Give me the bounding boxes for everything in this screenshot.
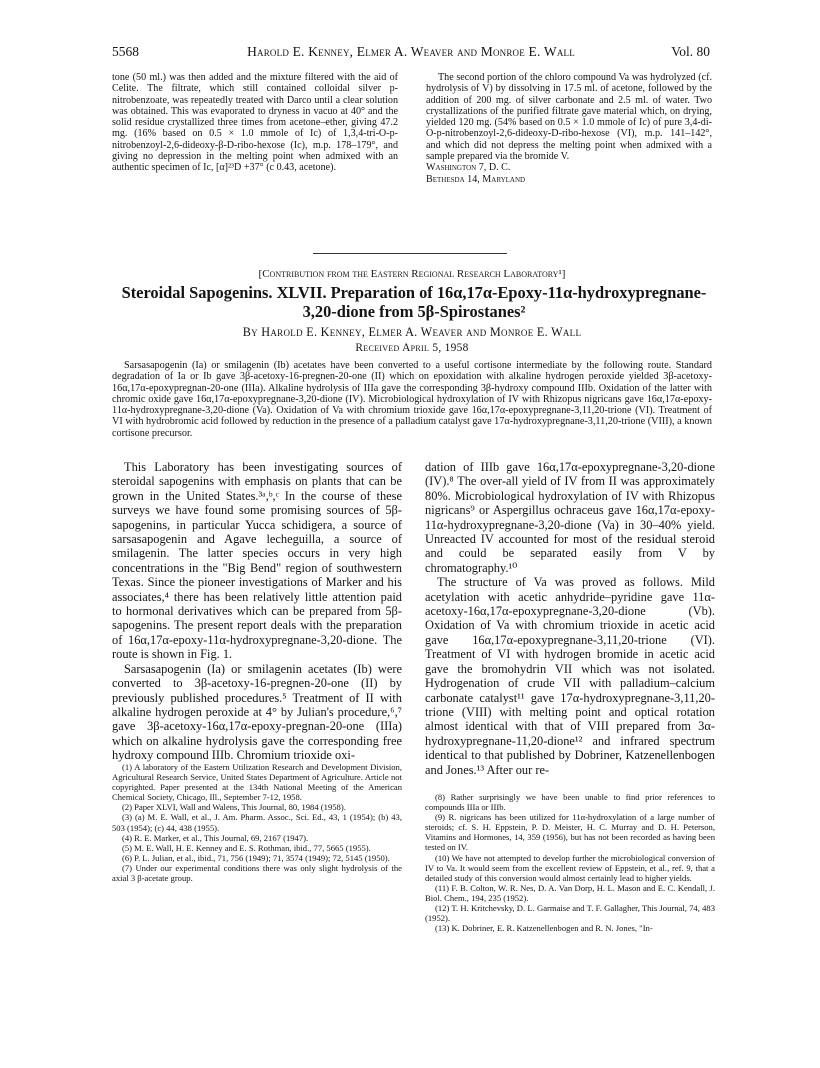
footnote: (2) Paper XLVI, Wall and Walens, This Journal, 80, 1984 (1958). (122, 802, 346, 813)
footnotes-right (425, 792, 715, 933)
byline: By Harold E. Kenney, Elmer A. Weaver and Monroe E. Wall (242, 325, 582, 339)
received-date: Received April 5, 1958 (355, 342, 469, 354)
footnote: (5) M. E. Wall, H. E. Kenney and E. S. Rothman, ibid., 77, 5665 (1955). (122, 842, 371, 853)
running-header-authors: Harold E. Kenney, Elmer A. Weaver and Monroe E. Wall (247, 44, 575, 59)
article-title-line-2: 3,20-dione from 5β-Spirostanes² (302, 302, 526, 321)
body-paragraph: dation of IIIb gave 16α,17α-epoxypregnane-3,20-dione (IV).⁸ The over-all yield of IV from II was approximately 80%. Microbiological hydroxylation of IV with Rhizopus nigricans⁹ or Aspergillus ochraceus gave 16α,17α-epoxy-11α-hydroxypregnane-3,20-dione (Va) in 30–40% yield. Unreacted IV accounted for most of the residual steroid and could be separated easily from V by chromatography.¹⁰ (425, 460, 715, 575)
footnote: (1) A laboratory of the Eastern Utilization Research and Development Division, Agricultural Research Service, United States Department of Agriculture. Article not copyrighted. Paper presented at the 134th National Meeting of the American Chemical Society, Chicago, Ill., September 7-12, 1958. (112, 762, 402, 803)
footnote: (13) K. Dobriner, E. R. Katzenellenbogen and R. N. Jones, "In- (435, 923, 653, 934)
article-title-line-1: Steroidal Sapogenins. XLVII. Preparation of 16α,17α-Epoxy-11α-hydroxypregnane- (121, 283, 707, 302)
page-number: 5568 (112, 44, 139, 59)
previous-article-left-paragraph: tone (50 ml.) was then added and the mixture filtered with the aid of Celite. The filtrate, which still contained colloidal silver p-nitrobenzoate, was repeatedly treated with Darco until a clear solution was obtained. This was evaporated to dryness in vacuo at 40° and the solid residue crystallized three times from acetone–ether, giving 47.2 mg. (16% based on 0.5 × 1.0 mmole of Ic) of 1,3,4-tri-O-p-nitrobenzoyl-2,6-dideoxy-β-D-ribo-hexose (Ic), m.p. 178–179°, and giving no depression in the melting point when admixed with an authentic specimen of Ic, [α]²³D +37° (c 0.43, acetone). (112, 72, 398, 174)
footnote: (11) F. B. Colton, W. R. Nes, D. A. Van Dorp, H. L. Mason and E. C. Kendall, J. Biol. Chem., 194, 235 (1952). (425, 882, 715, 903)
footnotes-left (112, 762, 402, 883)
abstract: Sarsasapogenin (Ia) or smilagenin (Ib) acetates have been converted to a useful cortisone intermediate by the following route. Standard degradation of Ia or Ib gave 3β-acetoxy-16-pregnen-20-one (II) which on epoxidation with alkaline hydrogen peroxide yielded 3β-acetoxy-16α,17α-epoxypregnan-20-one (IIIa). Alkaline hydrolysis of IIIa gave the corresponding 3β-hydroxy compound IIIb. Oxidation of the latter with chromic oxide gave 16α,17α-epoxypregnane-3,20-dione (IV). Microbiological hydroxylation of IV with Rhizopus nigricans gave 16α,17α-epoxy-11α-hydroxypregnane-3,20-dione (Va). Oxidation of Va with chromium trioxide gave 16α,17α-epoxypregnane-3,11,20-trione (VI). Treatment of VI with hydrobromic acid followed by reduction in the presence of a palladium catalyst gave 17α-hydroxypregnane-3,11,20-trione (VIII), a known cortisone precursor. (112, 360, 712, 439)
body-paragraph: The structure of Va was proved as follows. Mild acetylation with acetic anhydride–pyridine gave 11α-acetoxy-16α,17α-epoxypregnane-3,20-dione (Vb). Oxidation of Va with chromium trioxide in acetic acid gave 16α,17α-epoxypregnane-3,11,20-trione (VI). Treatment of VI with hydrogen bromide in acetic acid gave the bromohydrin VII which was not isolated. Hydrogenation of crude VII with palladium–calcium carbonate catalyst¹¹ gave 17α-hydroxypregnane-3,11,20-trione (VIII) with melting point and optical rotation almost identical with that of VIII prepared from 3α-hydroxypregnane-11,20-dione¹² and infrared spectrum identical to that published by Dobriner, Katzenellenbogen and Jones.¹³ After our re- (425, 575, 715, 777)
body-left-column (112, 460, 402, 763)
body-right-column (425, 460, 715, 777)
body-paragraph: Sarsasapogenin (Ia) or smilagenin acetates (Ib) were converted to 3β-acetoxy-16-pregnen-20-one (II) by previously published procedures.⁵ Treatment of II with alkaline hydrogen peroxide at 4° by Julian's procedure,⁶,⁷ gave 3β-acetoxy-16α,17α-epoxy-pregnan-20-one (IIIa) which on alkaline hydrolysis gave the corresponding free hydroxy compound IIIb. Chromium trioxide oxi- (112, 661, 402, 763)
footnote: (4) R. E. Marker, et al., This Journal, 69, 2167 (1947). (122, 832, 309, 843)
footnote: (12) T. H. Kritchevsky, D. L. Garmaise and T. F. Gallagher, This Journal, 74, 483 (1952). (425, 903, 715, 924)
article-title (112, 283, 716, 321)
footnote: (6) P. L. Julian, et al., ibid., 71, 756 (1949); 71, 3574 (1949); 72, 5145 (1950). (122, 852, 390, 863)
previous-article-tail (112, 72, 712, 190)
body-paragraph: This Laboratory has been investigating sources of steroidal sapogenins with emphasis on plants that can be grown in the United States.³ᵃ,ᵇ,ᶜ In the course of these surveys we have found some promising sources of 5β-sapogenins, in particular Yucca schidigera, a source of sarsasapogenin and Agave lecheguilla, a source of smilagenin. The latter species occurs in very high concentrations in the "Big Bend" region of southwestern Texas. Since the pioneer investigations of Marker and his associates,⁴ there has been relatively little attention paid to hormonal derivatives which can be prepared from 5β-sapogenins. The present report deals with the preparation of 16α,17α-epoxy-11α-hydroxypregnane-3,20-dione. The route is shown in Fig. 1. (112, 460, 402, 662)
previous-article-left-column (112, 72, 398, 174)
footnote: (7) Under our experimental conditions there was only slight hydrolysis of the axial 3 β-acetate group. (112, 862, 402, 884)
address-line-2: Bethesda 14, Maryland (426, 173, 526, 185)
footnote: (10) We have not attempted to develop further the microbiological conversion of IV to Va. It would seem from the excellent review of Eppstein, et al., ref. 9, that a detailed study of this conversion would almost certainly lead to higher yields. (425, 852, 715, 883)
contribution-line: [Contribution from the Eastern Regional Research Laboratory¹] (258, 268, 566, 280)
previous-article-right-paragraph: The second portion of the chloro compound Va was hydrolyzed (cf. hydrolysis of V) by dissolving in 17.5 ml. of acetone, followed by the addition of 200 mg. of silver carbonate and 2.5 ml. of water. Two crystallizations of the purified filtrate gave material which, on drying, yielded 120 mg. (54% based on 0.5 × 1.0 mmole of Ic) of pure 3,4-di-O-p-nitrobenzoyl-2,6-dideoxy-D-ribo-hexose (VI), m.p. 141–142°, and which did not depress the melting point when admixed with a sample prepared via the bromide V. (426, 72, 712, 163)
running-header (112, 44, 710, 62)
footnote: (9) R. nigricans has been utilized for 11α-hydroxylation of a large number of steroids; cf. S. H. Eppstein, P. D. Meister, H. C. Murray and D. H. Peterson, Vitamins and Hormones, 14, 359 (1956), but has not been recorded as having been tested on IV. (425, 812, 715, 853)
address-line-1: Washington 7, D. C. (426, 162, 511, 174)
footnote: (8) Rather surprisingly we have been unable to find prior references to compounds IIIa or IIIb. (425, 792, 715, 813)
section-divider (313, 253, 507, 254)
footnote: (3) (a) M. E. Wall, et al., J. Am. Pharm. Assoc., Sci. Ed., 43, 1 (1954); (b) 43, 503 (1954); (c) 44, 438 (1955). (112, 812, 402, 833)
volume-label: Vol. 80 (671, 44, 710, 59)
previous-article-right-column (426, 72, 712, 185)
